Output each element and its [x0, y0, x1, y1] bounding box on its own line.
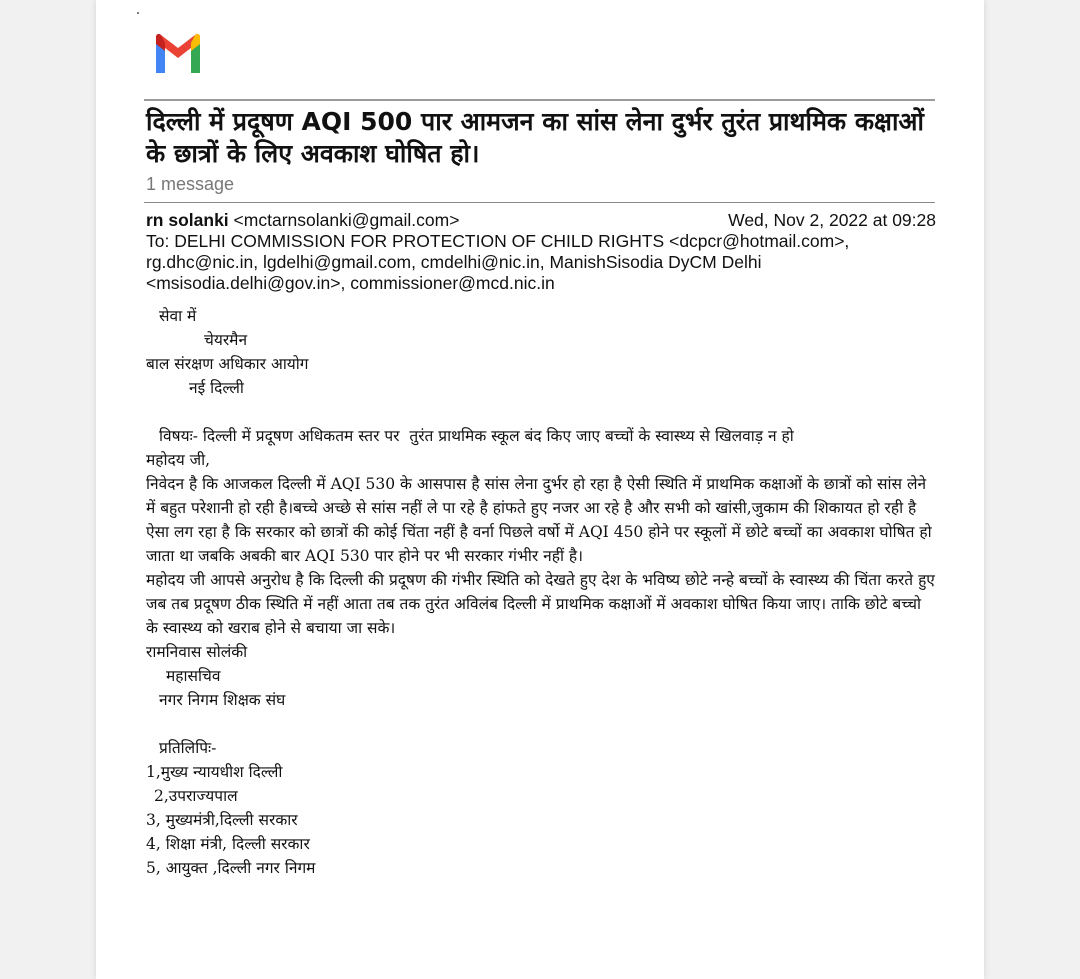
print-page — [96, 0, 984, 979]
message-count: 1 message — [146, 174, 235, 194]
body-address-line: बाल संरक्षण अधिकार आयोग — [146, 355, 309, 373]
cc-item: 3, मुख्यमंत्री,दिल्ली सरकार — [146, 811, 298, 829]
cc-item: 5, आयुक्त ,दिल्ली नगर निगम — [146, 859, 316, 877]
header-divider — [144, 99, 935, 101]
body-subject-line: विषयः- दिल्ली में प्रदूषण अधिकतम स्तर पर तुरंत प्राथमिक स्कूल बंद किए जाए बच्चों के स्वास्थ्य से खिलवाड़ न हो — [159, 427, 794, 445]
message-date: Wed, Nov 2, 2022 at 09:28 — [728, 210, 936, 230]
message-divider — [144, 202, 935, 203]
sender — [146, 210, 459, 231]
cc-heading: प्रतिलिपिः- — [159, 739, 217, 757]
signature-title: महासचिव — [166, 667, 221, 685]
email-subject: दिल्ली में प्रदूषण AQI 500 पार आमजन का सांस लेना दुर्भर तुरंत प्राथमिक कक्षाओं के छात्रों के लिए अवकाश घोषित हो। — [146, 107, 924, 168]
body-salutation: महोदय जी, — [146, 451, 211, 469]
message-body — [146, 304, 940, 880]
cc-item: 4, शिक्षा मंत्री, दिल्ली सरकार — [146, 835, 310, 853]
page-dot — [137, 12, 139, 14]
sender-email: <mctarnsolanki@gmail.com> — [233, 210, 460, 230]
message-header — [146, 210, 936, 294]
cc-item: 2,उपराज्यपाल — [154, 787, 238, 805]
body-paragraph: निवेदन है कि आजकल दिल्ली में AQI 530 के आसपास है सांस लेना दुर्भर हो रहा है ऐसी स्थिति में प्राथमिक कक्षाओं के छात्रों को सांस लेने में बहुत परेशानी हो रही है।बच्चे अच्छे से सांस नहीं ले पा रहे है हांफते हुए नजर आ रहे है और सभी को खांसी,जुकाम की शिकायत हो रही है ऐसा लग रहा है कि सरकार को छात्रों की कोई चिंता नहीं है वर्ना पिछले वर्षो में AQI 450 होने पर स्कूलों में छोटे बच्चों का अवकाश घोषित हो जाता था जबकि अबकी बार AQI 530 पार होने पर भी सरकार गंभीर नहीं है। — [146, 475, 937, 565]
signature-org: नगर निगम शिक्षक संघ — [159, 691, 286, 709]
sender-name: rn solanki — [146, 210, 229, 230]
cc-item: 1,मुख्य न्यायधीश दिल्ली — [146, 763, 283, 781]
gmail-logo-icon — [153, 33, 203, 77]
signature-name: रामनिवास सोलंकी — [146, 643, 248, 661]
body-address-line: नई दिल्ली — [189, 379, 244, 397]
body-paragraph: महोदय जी आपसे अनुरोध है कि दिल्ली की प्रदूषण की गंभीर स्थिति को देखते हुए देश के भविष्य छोटे नन्हे बच्चों के स्वास्थ्य की चिंता करते हुए जब तब प्रदूषण ठीक स्थिति में नहीं आता तब तक तुरंत अविलंब दिल्ली में प्राथमिक कक्षाओं में अवकाश घोषित किया जाए। ताकि छोटे बच्चो के स्वास्थ्य को खराब होने से बचाया जा सके। — [146, 571, 940, 637]
body-address-line: चेयरमैन — [204, 331, 248, 349]
body-address-line: सेवा में — [159, 307, 197, 325]
recipients: To: DELHI COMMISSION FOR PROTECTION OF CHILD RIGHTS <dcpcr@hotmail.com>, rg.dhc@nic.in, lgdelhi@gmail.com, cmdelhi@nic.in, ManishSisodia DyCM Delhi <msisodia.delhi@gov.in>, commissioner@mcd.nic.in — [146, 231, 850, 293]
